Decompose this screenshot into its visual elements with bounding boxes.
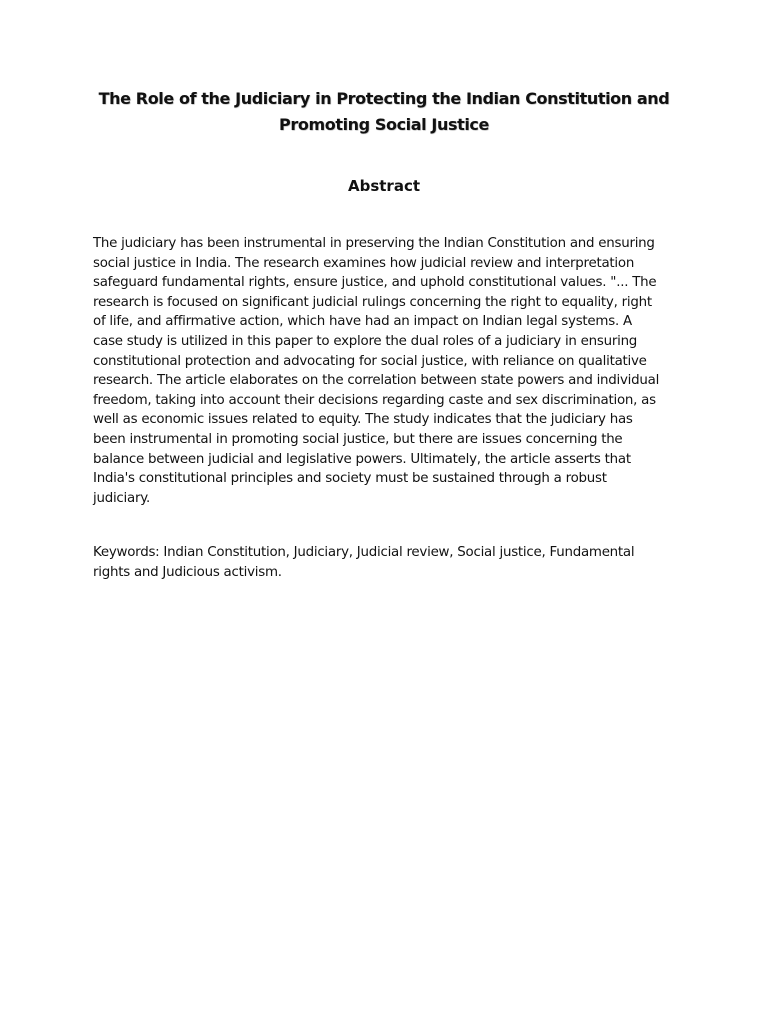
abstract-line: social justice in India. The research examines how judicial review and interpretation xyxy=(93,255,635,271)
paper-title-line: Promoting Social Justice xyxy=(279,115,489,134)
abstract-line: judiciary. xyxy=(93,490,150,506)
abstract-line: research. The article elaborates on the correlation between state powers and individual xyxy=(93,373,660,389)
abstract-line: India's constitutional principles and society must be sustained through a robust xyxy=(93,471,607,487)
abstract-line: research is focused on significant judicial rulings concerning the right to equality, right xyxy=(93,294,652,310)
abstract-line: case study is utilized in this paper to explore the dual roles of a judiciary in ensuring xyxy=(93,333,638,349)
abstract-heading: Abstract xyxy=(347,177,421,195)
abstract-line: balance between judicial and legislative powers. Ultimately, the article asserts that xyxy=(93,451,631,467)
abstract-line: freedom, taking into account their decisions regarding caste and sex discrimination, as xyxy=(93,392,656,408)
abstract-line: well as economic issues related to equity. The study indicates that the judiciary has xyxy=(93,412,633,428)
paper-title xyxy=(80,86,688,138)
abstract-line: safeguard fundamental rights, ensure justice, and uphold constitutional values. "... The xyxy=(93,275,657,291)
paper-title-line: The Role of the Judiciary in Protecting the Indian Constitution and xyxy=(98,89,670,108)
abstract-line: of life, and affirmative action, which have had an impact on Indian legal systems. A xyxy=(93,314,632,330)
keywords-line: rights and Judicious activism. xyxy=(93,564,282,580)
keywords-line: Keywords: Indian Constitution, Judiciary, Judicial review, Social justice, Fundamental xyxy=(93,545,635,560)
abstract-line: constitutional protection and advocating for social justice, with reliance on qualitative xyxy=(93,353,647,369)
abstract-line: been instrumental in promoting social justice, but there are issues concerning the xyxy=(93,431,623,447)
keywords-paragraph xyxy=(93,543,677,582)
abstract-line: The judiciary has been instrumental in preserving the Indian Constitution and ensuring xyxy=(93,236,655,251)
abstract-body xyxy=(93,234,677,508)
